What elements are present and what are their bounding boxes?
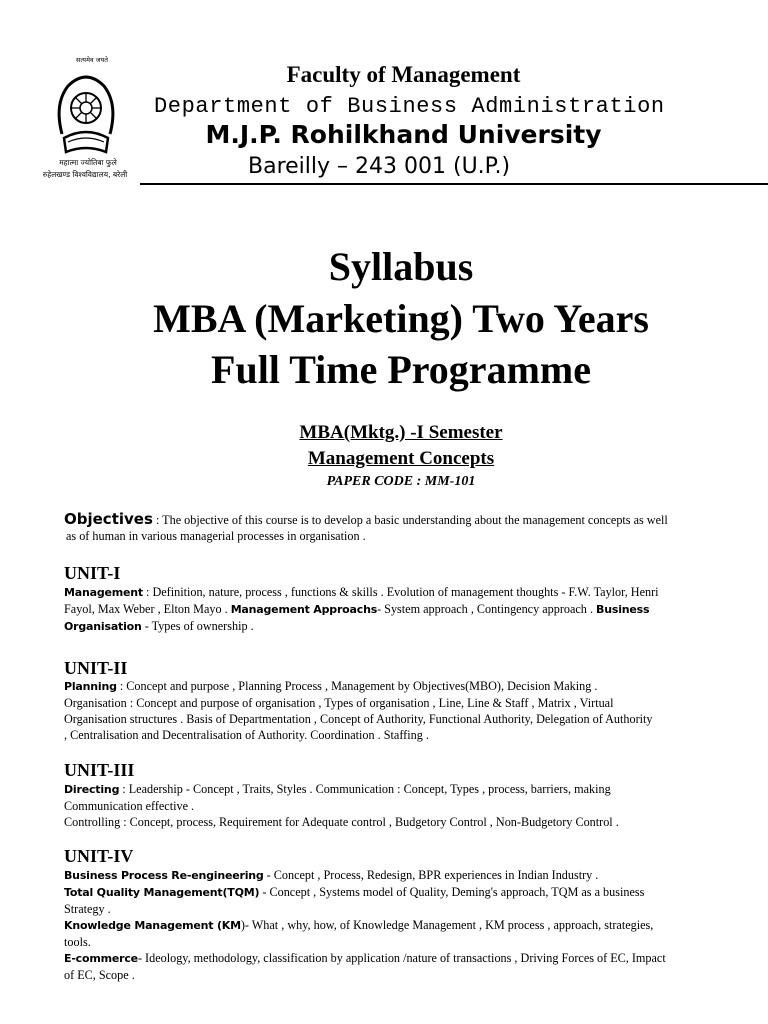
document-title-line1: Syllabus — [328, 244, 474, 289]
document-title-line2: MBA (Marketing) Two Years — [153, 296, 649, 341]
unit-3-content: Directing : Leadership - Concept , Traits, Styles . Communication : Concept, Types , process, barriers, making Communication effective . Controlling : Concept, process, Requirement for Adequate control , Budgetory Control , Non-Budgetory Control . — [64, 782, 619, 829]
logo-caption-line1: महात्मा ज्योतिबा फुले — [59, 158, 117, 167]
department-name: Department of Business Administration — [154, 94, 665, 119]
objectives-label: Objectives — [64, 510, 153, 528]
unit-2-heading: UNIT-II — [64, 658, 128, 678]
paper-code: PAPER CODE : MM-101 — [326, 474, 476, 489]
course-name: Management Concepts — [307, 448, 495, 469]
unit-1-heading: UNIT-I — [64, 563, 121, 583]
unit-1-content: Management : Definition, nature, process , functions & skills . Evolution of management thoughts - F.W. Taylor, Henri Fayol, Max Weber , Elton Mayo . Management Approachs- System approach , Contingency approach . Business Organisation - Types of ownership . — [64, 585, 659, 633]
document-title-line3: Full Time Programme — [211, 347, 591, 392]
faculty-name: Faculty of Management — [286, 62, 521, 87]
header-divider — [140, 183, 768, 185]
semester-heading: MBA(Mktg.) -I Semester — [299, 422, 503, 443]
unit-4-heading: UNIT-IV — [64, 846, 134, 866]
unit-4-content: Business Process Re-engineering - Concept , Process, Redesign, BPR experiences in Indian Industry . Total Quality Management(TQM) - Concept , Systems model of Quality, Deming's approach, TQM as a business Strategy . Knowledge Management (KM)- What , why, how, of Knowledge Management , KM process , approach, strategies, tools. E-commerce- Ideology, methodology, classification by application /nature of transactions , Driving Forces of EC, Impact of EC, Scope . — [64, 868, 666, 982]
logo-top-text: सत्यमेव जयते — [76, 56, 108, 64]
logo-caption-line2: रुहेलखण्ड विश्वविद्यालय, बरेली — [42, 170, 128, 179]
university-name: M.J.P. Rohilkhand University — [205, 120, 602, 149]
university-address: Bareilly – 243 001 (U.P.) — [248, 154, 511, 179]
unit-3-heading: UNIT-III — [64, 760, 135, 780]
unit-2-content: Planning : Concept and purpose , Planning Process , Management by Objectives(MBO), Decision Making . Organisation : Concept and purpose of organisation , Types of organisation , Line, Line & Staff , Matrix , Virtual Organisation structures . Basis of Departmentation , Concept of Authority, Functional Authority, Delegation of Authority , Centralisation and Decentralisation of Authority. Coordination . Staffing . — [64, 679, 653, 742]
objectives-paragraph: Objectives : The objective of this course is to develop a basic understanding about the management concepts as well as of human in various managerial processes in organisation . — [64, 510, 668, 543]
